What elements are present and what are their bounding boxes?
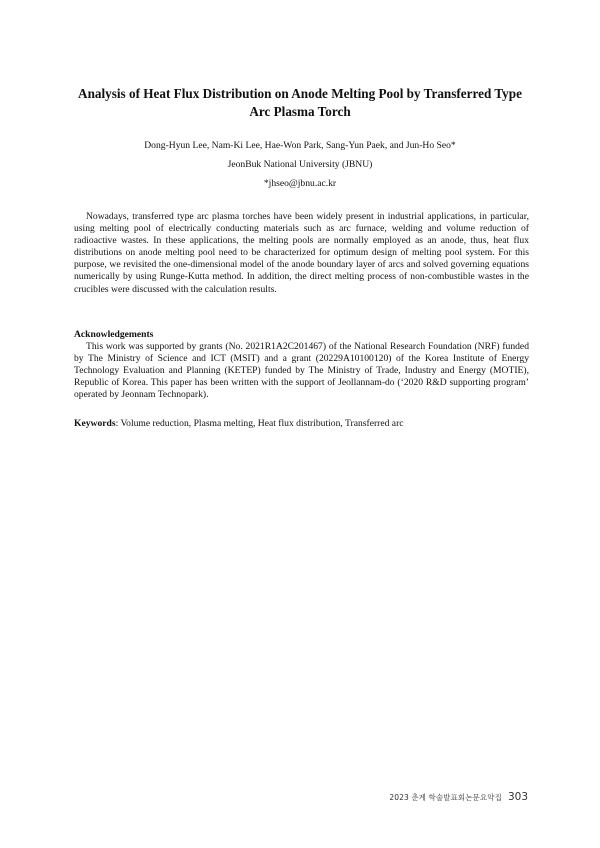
keywords-label: Keywords [74,418,116,429]
author-list: Dong-Hyun Lee, Nam-Ki Lee, Hae-Won Park, Sang-Yun Paek, and Jun-Ho Seo* [144,140,456,151]
page-footer [389,791,528,805]
affiliation: JeonBuk National University (JBNU) [227,159,373,170]
paper-title: Analysis of Heat Flux Distribution on Anode Melting Pool by Transferred Type Arc Plasma Torch [78,86,522,119]
corresponding-email: *jhseo@jbnu.ac.kr [263,178,337,189]
abstract-paragraph: Nowadays, transferred type arc plasma torches have been widely present in industrial applications, in particular, using melting pool of electrically conducting materials such as arc furnace, welding and volume reduction of radioactive wastes. In these applications, the melting pools are normally employed as an anode, thus, heat flux distributions on anode melting pool need to be characterized for optimum design of melting pool system. For this purpose, we revisited the one-dimensional model of the anode boundary layer of arcs and solved governing equations numerically by using Runge-Kutta method. In addition, the direct melting process of non-combustible wastes in the crucibles were discussed with the calculation results. [74,211,529,295]
keywords-separator: : [115,418,121,429]
page-number: 303 [507,791,528,803]
keywords-line [74,418,529,430]
journal-name: 2023 춘계 학술발표회논문요약집 [389,793,502,802]
acknowledgements-heading: Acknowledgements [74,329,154,340]
acknowledgements-paragraph: This work was supported by grants (No. 2021R1A2C201467) of the National Research Foundation (NRF) funded by The Ministry of Science and ICT (MSIT) and a grant (20229A10100120) of the Korea Institute of Energy Technology Evaluation and Planning (KETEP) funded by The Ministry of Trade, Industry and Energy (MOTIE), Republic of Korea. This paper has been written with the support of Jeollannam-do (‘2020 R&D supporting program’ operated by Jeonnam Technopark). [74,341,529,401]
keywords-text: Volume reduction, Plasma melting, Heat flux distribution, Transferred arc [120,418,404,429]
